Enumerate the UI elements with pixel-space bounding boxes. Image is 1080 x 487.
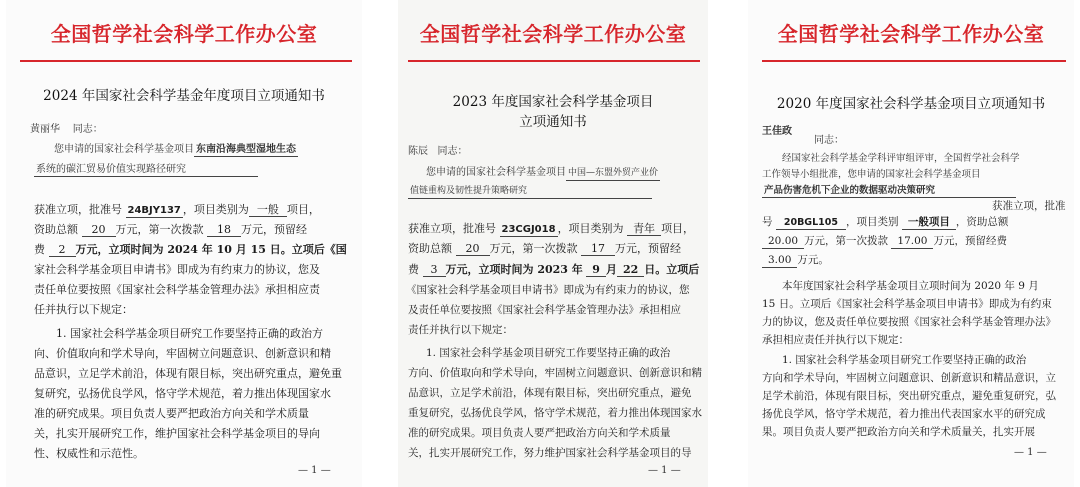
- recipient-name: 黄丽华: [30, 124, 60, 135]
- page-number: — 1 —: [1014, 447, 1047, 458]
- body-line: 方向和学术导向，牢固树立问题意识、创新意识和精品意识，立: [762, 372, 1056, 384]
- reserve-value: 3: [423, 263, 446, 277]
- body-line: 责任单位要按照《国家社会科学基金管理办法》承担相应责: [34, 283, 320, 296]
- approval-label: 获准立项，批准号: [408, 222, 496, 235]
- body-line: 责任并执行以下规定：: [408, 324, 513, 336]
- notice-document-2024: [6, 0, 362, 487]
- document-title: 2023 年度国家社会科学基金项目: [452, 94, 654, 110]
- office-header: 全国哲学社会科学工作办公室: [50, 22, 318, 46]
- type-label: ，项目类别为: [557, 222, 624, 235]
- body-line: 品意识，立足学术前沿，体现有限目标，突出研究重点，避免: [408, 387, 692, 399]
- salute-text: 同志：: [72, 124, 103, 135]
- body-line: 承担相应责任并执行以下规定：: [762, 334, 909, 346]
- type-suffix: 项目，: [286, 203, 320, 216]
- reserve-label: 万元，预留经: [241, 223, 307, 236]
- body-line: 《国家社会科学基金项目申请书》即成为有约束力的协议，您: [406, 284, 690, 296]
- body-line: 足学术前沿，体现有限目标，突出研究重点，避免重复研究，弘: [762, 390, 1056, 402]
- recipient-name-line: [762, 125, 792, 138]
- body-line: 工作领导小组批准，您申请的国家社会科学基金项目: [762, 169, 981, 180]
- body-line: 任并执行以下规定：: [34, 303, 133, 316]
- first-label: 万元，第一次拨款: [804, 235, 889, 247]
- body-line: 关，扎实开展研究工作，维护国家社会科学基金项目的导向: [34, 427, 320, 440]
- funds-value: 20: [82, 223, 116, 237]
- fee-label: 费: [408, 263, 419, 276]
- month-value: 9: [586, 263, 606, 277]
- recipient-name: 陈辰: [408, 146, 428, 157]
- salute-text: 同志：: [814, 135, 844, 146]
- body-line: 家社会科学基金项目申请书》即成为有约束力的协议，您及: [34, 263, 320, 276]
- approval-number: 23CGJ018: [501, 224, 556, 235]
- reserve-suffix: 万元。: [797, 254, 829, 266]
- project-type: 一般项目: [902, 216, 956, 230]
- red-divider: [762, 60, 1066, 62]
- funds-label: ，资助总额: [955, 216, 1009, 228]
- notice-document-2020: [748, 0, 1074, 487]
- approval-line: [34, 203, 320, 218]
- body-line: 1. 国家社会科学基金项目研究工作要坚持正确的政治: [782, 354, 1027, 366]
- day-value: 22: [617, 263, 644, 277]
- body-line: 复研究，弘扬优良学风，恪守学术规范，着力推出体现国家水: [34, 387, 331, 400]
- funds-line: [34, 223, 307, 237]
- approval-number: 20BGL105: [776, 216, 846, 230]
- page-number: — 1 —: [298, 465, 331, 476]
- reserve-line: [762, 254, 829, 268]
- body-line: 及责任单位要按照《国家社会科学基金管理办法》承担相应: [408, 304, 681, 316]
- fee-label: 费: [34, 243, 45, 256]
- notice-document-2023: [398, 0, 708, 487]
- approval-number: 24BJY137: [127, 205, 181, 216]
- body-line: 本年度国家社会科学基金项目立项时间为 2020 年 9 月: [782, 280, 1039, 292]
- first-value: 17: [581, 242, 615, 256]
- approval-line: [408, 222, 694, 237]
- body-line: 1. 国家社会科学基金项目研究工作要坚持正确的政治方: [56, 327, 323, 340]
- project-line-2: [34, 163, 258, 177]
- type-label: ，项目类别: [846, 216, 899, 228]
- approval-line: [762, 216, 1008, 230]
- body-line: 15 日。立项后《国家社会科学基金项目申请书》即成为有约束: [762, 298, 1052, 310]
- reserve-value: 2: [49, 243, 76, 257]
- salutation: [30, 123, 103, 136]
- approval-label: 获准立项，批准号: [34, 203, 122, 216]
- body-line: 品意识，立足学术前沿，体现有限目标，突出研究重点，避免重: [34, 367, 342, 380]
- body-line: 1. 国家社会科学基金项目研究工作要坚持正确的政治: [426, 347, 671, 359]
- salute-text: 同志：: [437, 146, 468, 157]
- date-prefix: 万元，立项时间为 2023 年: [445, 263, 583, 276]
- page-number: — 1 —: [648, 465, 681, 476]
- project-line-1: [426, 166, 660, 181]
- body-line: 向、价值取向和学术导向，牢固树立问题意识、创新意识和精: [34, 347, 331, 360]
- funds-value: 20: [456, 242, 490, 256]
- document-title-line2: 立项通知书: [519, 114, 587, 130]
- funds-label: 资助总额: [34, 223, 78, 236]
- office-header: 全国哲学社会科学工作办公室: [419, 22, 687, 46]
- date-text: 万元，立项时间为 2024 年 10 月 15 日。立项后《国: [75, 243, 347, 256]
- day-label: 日。立项后: [644, 263, 700, 276]
- salutation: [814, 134, 844, 147]
- funds-line: [408, 242, 681, 256]
- document-title: 2024 年国家社会科学基金年度项目立项通知书: [43, 88, 325, 104]
- type-suffix: 项目，: [661, 222, 695, 235]
- body-line: 关，扎实开展研究工作，努力维护国家社会科学基金项目的导: [408, 447, 692, 459]
- body-line: 力的协议，您及责任单位要按照《国家社会科学基金管理办法》: [762, 316, 1056, 328]
- recipient-name: 王佳政: [762, 126, 792, 137]
- office-header: 全国哲学社会科学工作办公室: [777, 22, 1045, 46]
- first-value: 18: [207, 223, 241, 237]
- type-label: ，项目类别为: [182, 203, 249, 216]
- funds-label: 资助总额: [408, 242, 452, 255]
- project-title: 产品伤害危机下企业的数据驱动决策研究: [762, 184, 1016, 198]
- body-line: 性、权威性和示范性。: [34, 447, 144, 460]
- funds-value: 20.00: [762, 235, 804, 249]
- approval-label: 号: [762, 216, 773, 228]
- body-line: 方向、价值取向和学术导向，牢固树立问题意识、创新意识和精: [408, 367, 702, 379]
- first-label: 万元，第一次拨款: [115, 223, 204, 236]
- reserve-label: 万元，预留经: [615, 242, 681, 255]
- red-divider: [20, 60, 352, 62]
- date-line: [408, 263, 699, 277]
- red-divider: [408, 60, 700, 62]
- reserve-value: 3.00: [762, 254, 797, 268]
- funds-line: [762, 235, 1007, 249]
- project-line-1: [54, 143, 298, 157]
- body-line: 重复研究，弘扬优良学风，恪守学术规范，着力推出体现国家水: [408, 407, 702, 419]
- first-value: 17.00: [891, 235, 933, 249]
- body-line: 果。项目负责人要严把政治方向关和学术质量关，扎实开展: [762, 426, 1035, 438]
- intro-text: 您申请的国家社会科学基金项目: [54, 144, 194, 155]
- document-title: 2020 年度国家社会科学基金项目立项通知书: [776, 96, 1046, 112]
- project-type: 青年: [627, 222, 661, 236]
- project-line-2: [408, 184, 652, 199]
- reserve-label: 万元，预留经费: [933, 235, 1007, 247]
- body-line: 扬优良学风，恪守学术规范，着力推出代表国家水平的研究成: [762, 408, 1046, 420]
- body-line: 经国家社会科学基金学科评审组评审，全国哲学社会科学: [782, 153, 1020, 164]
- project-title-part2: 值链重构及韧性提升策略研究: [408, 185, 652, 199]
- project-line: [762, 184, 1016, 198]
- approval-lead: 获准立项，批准: [992, 200, 1066, 212]
- date-line: [34, 243, 347, 257]
- body-line: 准的研究成果。项目负责人要严把政治方向关和学术质量: [34, 407, 309, 420]
- project-title-part1: 中国—东盟外贸产业价: [566, 167, 660, 181]
- intro-text: 您申请的国家社会科学基金项目: [426, 167, 566, 178]
- project-title-part1: 东南沿海典型湿地生态: [196, 144, 296, 155]
- first-label: 万元，第一次拨款: [489, 242, 578, 255]
- body-line: 准的研究成果。项目负责人要严把政治方向关和学术质量: [408, 427, 671, 439]
- project-title-part2: 系统的碳汇贸易价值实现路径研究: [34, 163, 258, 177]
- salutation: [408, 145, 468, 158]
- project-type: 一般: [249, 203, 287, 217]
- month-label: 月: [605, 263, 617, 276]
